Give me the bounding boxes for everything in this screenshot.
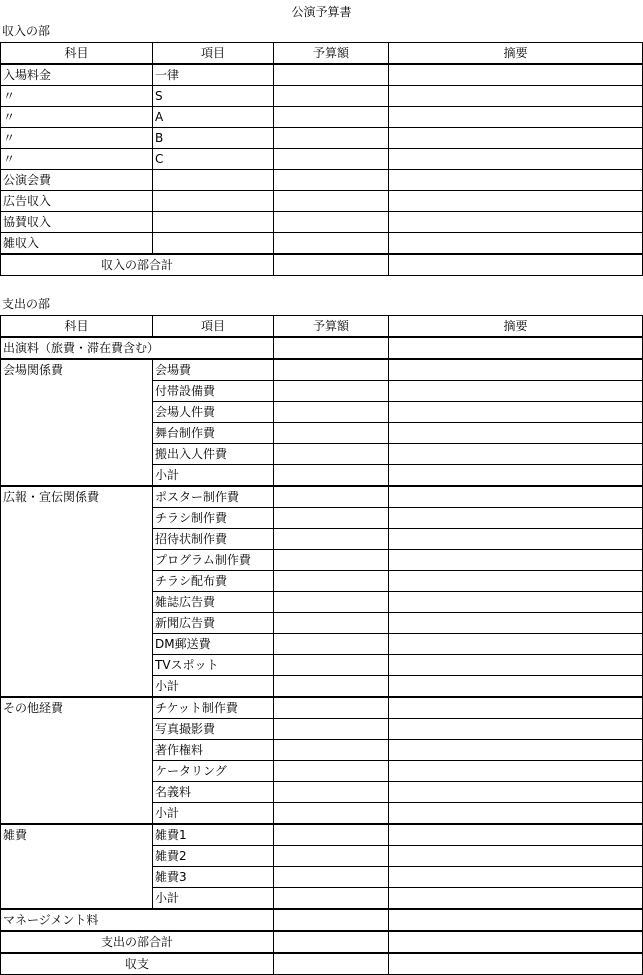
table-row xyxy=(1,337,643,359)
subject-cell: 協賛収入 xyxy=(1,212,153,233)
expense-total-budget[interactable] xyxy=(274,931,389,953)
item-cell: 著作権料 xyxy=(153,740,274,761)
item-cell: 舞台制作費 xyxy=(153,423,274,444)
table-row xyxy=(1,613,643,634)
remarks-cell[interactable] xyxy=(389,233,643,255)
budget-cell[interactable] xyxy=(274,824,389,846)
item-cell: 写真撮影費 xyxy=(153,719,274,740)
table-row xyxy=(1,676,643,698)
remarks-cell[interactable] xyxy=(389,740,643,761)
budget-cell[interactable] xyxy=(274,803,389,825)
item-cell: 会場人件費 xyxy=(153,402,274,423)
subject-cell xyxy=(1,529,153,550)
remarks-cell[interactable] xyxy=(389,803,643,825)
budget-cell[interactable] xyxy=(274,697,389,719)
budget-cell[interactable] xyxy=(274,107,389,128)
item-cell: チラシ配布費 xyxy=(153,571,274,592)
table-row xyxy=(1,64,643,86)
budget-cell[interactable] xyxy=(274,508,389,529)
table-row xyxy=(1,761,643,782)
remarks-cell[interactable] xyxy=(389,867,643,888)
income-section-label: 収入の部 xyxy=(2,24,51,38)
remarks-cell[interactable] xyxy=(389,613,643,634)
subject-cell xyxy=(1,571,153,592)
subject-cell: 広告収入 xyxy=(1,191,153,212)
item-cell: 小計 xyxy=(153,888,274,910)
table-row xyxy=(1,423,643,444)
remarks-cell[interactable] xyxy=(389,909,643,931)
subject-cell xyxy=(1,465,153,487)
remarks-cell[interactable] xyxy=(389,655,643,676)
table-row xyxy=(1,444,643,465)
remarks-cell[interactable] xyxy=(389,846,643,867)
budget-cell[interactable] xyxy=(274,381,389,402)
remarks-cell[interactable] xyxy=(389,107,643,128)
subject-cell: 公演会費 xyxy=(1,170,153,191)
table-row xyxy=(1,316,643,338)
table-row xyxy=(1,508,643,529)
balance-remarks[interactable] xyxy=(389,953,643,975)
budget-cell[interactable] xyxy=(274,337,389,359)
budget-cell[interactable] xyxy=(274,170,389,191)
budget-cell[interactable] xyxy=(274,550,389,571)
group-subject: 広報・宣伝関係費 xyxy=(1,486,153,508)
table-row xyxy=(1,867,643,888)
subject-cell xyxy=(1,613,153,634)
item-cell: 招待状制作費 xyxy=(153,529,274,550)
table-row xyxy=(1,846,643,867)
remarks-cell[interactable] xyxy=(389,465,643,487)
item-cell: 小計 xyxy=(153,803,274,825)
budget-cell[interactable] xyxy=(274,761,389,782)
table-row xyxy=(1,254,643,276)
management-fee-label: マネージメント料 xyxy=(1,909,274,931)
group-subject: その他経費 xyxy=(1,697,153,719)
table-row xyxy=(1,571,643,592)
remarks-cell[interactable] xyxy=(389,402,643,423)
expense-total-remarks[interactable] xyxy=(389,931,643,953)
item-cell: チケット制作費 xyxy=(153,697,274,719)
remarks-cell[interactable] xyxy=(389,381,643,402)
budget-cell[interactable] xyxy=(274,149,389,170)
table-row xyxy=(1,149,643,170)
header-budget: 予算額 xyxy=(274,316,389,338)
item-cell: 雑費2 xyxy=(153,846,274,867)
budget-cell[interactable] xyxy=(274,846,389,867)
table-row xyxy=(1,931,643,953)
budget-cell[interactable] xyxy=(274,676,389,698)
table-row xyxy=(1,697,643,719)
table-row xyxy=(1,212,643,233)
budget-cell[interactable] xyxy=(274,233,389,255)
subject-cell xyxy=(1,846,153,867)
item-cell: B xyxy=(153,128,274,149)
table-row xyxy=(1,128,643,149)
item-cell: 会場費 xyxy=(153,359,274,381)
budget-cell[interactable] xyxy=(274,529,389,550)
subject-cell xyxy=(1,740,153,761)
subject-cell: 〃 xyxy=(1,149,153,170)
budget-cell[interactable] xyxy=(274,782,389,803)
header-item: 項目 xyxy=(153,43,274,65)
budget-cell[interactable] xyxy=(274,423,389,444)
item-cell: 小計 xyxy=(153,676,274,698)
item-cell: DM郵送費 xyxy=(153,634,274,655)
header-subject: 科目 xyxy=(1,316,153,338)
remarks-cell[interactable] xyxy=(389,782,643,803)
subject-cell xyxy=(1,676,153,698)
table-row xyxy=(1,953,643,975)
subject-cell xyxy=(1,719,153,740)
remarks-cell[interactable] xyxy=(389,529,643,550)
item-cell: 小計 xyxy=(153,465,274,487)
budget-cell[interactable] xyxy=(274,402,389,423)
budget-cell[interactable] xyxy=(274,212,389,233)
header-remarks: 摘要 xyxy=(389,316,643,338)
item-cell xyxy=(153,233,274,255)
item-cell: ケータリング xyxy=(153,761,274,782)
balance-budget[interactable] xyxy=(274,953,389,975)
header-budget: 予算額 xyxy=(274,43,389,65)
subject-cell xyxy=(1,782,153,803)
remarks-cell[interactable] xyxy=(389,761,643,782)
remarks-cell[interactable] xyxy=(389,824,643,846)
performance-fee-label: 出演料（旅費・滞在費含む） xyxy=(1,337,274,359)
budget-cell[interactable] xyxy=(274,128,389,149)
table-row xyxy=(1,43,643,65)
budget-cell[interactable] xyxy=(274,571,389,592)
group-subject: 会場関係費 xyxy=(1,359,153,381)
item-cell: A xyxy=(153,107,274,128)
remarks-cell[interactable] xyxy=(389,719,643,740)
budget-cell[interactable] xyxy=(274,444,389,465)
income-total-budget[interactable] xyxy=(274,254,389,276)
income-table xyxy=(0,42,643,276)
table-row xyxy=(1,888,643,910)
remarks-cell[interactable] xyxy=(389,508,643,529)
item-cell: 搬出入人件費 xyxy=(153,444,274,465)
table-row xyxy=(1,740,643,761)
subject-cell xyxy=(1,550,153,571)
remarks-cell[interactable] xyxy=(389,550,643,571)
remarks-cell[interactable] xyxy=(389,444,643,465)
table-row xyxy=(1,486,643,508)
remarks-cell[interactable] xyxy=(389,64,643,86)
table-row xyxy=(1,170,643,191)
subject-cell: 〃 xyxy=(1,107,153,128)
header-subject: 科目 xyxy=(1,43,153,65)
table-row xyxy=(1,719,643,740)
budget-cell[interactable] xyxy=(274,909,389,931)
remarks-cell[interactable] xyxy=(389,676,643,698)
remarks-cell[interactable] xyxy=(389,697,643,719)
subject-cell xyxy=(1,761,153,782)
expense-section-label: 支出の部 xyxy=(2,297,51,311)
subject-cell xyxy=(1,888,153,910)
subject-cell: 〃 xyxy=(1,128,153,149)
table-row xyxy=(1,381,643,402)
table-row xyxy=(1,550,643,571)
budget-cell[interactable] xyxy=(274,64,389,86)
table-row xyxy=(1,191,643,212)
subject-cell xyxy=(1,803,153,825)
document-title: 公演予算書 xyxy=(291,5,352,19)
subject-cell xyxy=(1,508,153,529)
table-row xyxy=(1,634,643,655)
remarks-cell[interactable] xyxy=(389,592,643,613)
remarks-cell[interactable] xyxy=(389,149,643,170)
table-row xyxy=(1,655,643,676)
remarks-cell[interactable] xyxy=(389,128,643,149)
expense-table xyxy=(0,315,643,975)
item-cell xyxy=(153,170,274,191)
budget-cell[interactable] xyxy=(274,655,389,676)
subject-cell xyxy=(1,655,153,676)
remarks-cell[interactable] xyxy=(389,888,643,910)
budget-cell[interactable] xyxy=(274,486,389,508)
table-row xyxy=(1,592,643,613)
item-cell: 付帯設備費 xyxy=(153,381,274,402)
item-cell xyxy=(153,191,274,212)
table-row xyxy=(1,803,643,825)
header-remarks: 摘要 xyxy=(389,43,643,65)
budget-cell[interactable] xyxy=(274,613,389,634)
header-item: 項目 xyxy=(153,316,274,338)
subject-cell xyxy=(1,592,153,613)
item-cell: 名義料 xyxy=(153,782,274,803)
remarks-cell[interactable] xyxy=(389,212,643,233)
subject-cell xyxy=(1,634,153,655)
remarks-cell[interactable] xyxy=(389,170,643,191)
subject-cell xyxy=(1,381,153,402)
item-cell: 雑費3 xyxy=(153,867,274,888)
item-cell: チラシ制作費 xyxy=(153,508,274,529)
budget-cell[interactable] xyxy=(274,465,389,487)
table-row xyxy=(1,402,643,423)
remarks-cell[interactable] xyxy=(389,359,643,381)
table-row xyxy=(1,529,643,550)
table-row xyxy=(1,86,643,107)
item-cell: S xyxy=(153,86,274,107)
budget-cell[interactable] xyxy=(274,888,389,910)
subject-cell: 〃 xyxy=(1,86,153,107)
budget-cell[interactable] xyxy=(274,86,389,107)
remarks-cell[interactable] xyxy=(389,423,643,444)
remarks-cell[interactable] xyxy=(389,634,643,655)
remarks-cell[interactable] xyxy=(389,571,643,592)
item-cell: TVスポット xyxy=(153,655,274,676)
table-row xyxy=(1,909,643,931)
budget-cell[interactable] xyxy=(274,719,389,740)
group-subject: 雑費 xyxy=(1,824,153,846)
budget-cell[interactable] xyxy=(274,634,389,655)
item-cell: 雑費1 xyxy=(153,824,274,846)
item-cell: 雑誌広告費 xyxy=(153,592,274,613)
subject-cell xyxy=(1,423,153,444)
table-row xyxy=(1,107,643,128)
table-row xyxy=(1,824,643,846)
item-cell: 新聞広告費 xyxy=(153,613,274,634)
remarks-cell[interactable] xyxy=(389,191,643,212)
budget-cell[interactable] xyxy=(274,191,389,212)
item-cell: ポスター制作費 xyxy=(153,486,274,508)
balance-label: 収支 xyxy=(1,953,274,975)
table-row xyxy=(1,782,643,803)
subject-cell: 入場料金 xyxy=(1,64,153,86)
subject-cell xyxy=(1,867,153,888)
remarks-cell[interactable] xyxy=(389,486,643,508)
budget-cell[interactable] xyxy=(274,867,389,888)
item-cell: プログラム制作費 xyxy=(153,550,274,571)
table-row xyxy=(1,359,643,381)
income-total-label: 収入の部合計 xyxy=(1,254,274,276)
budget-cell[interactable] xyxy=(274,359,389,381)
item-cell: 一律 xyxy=(153,64,274,86)
subject-cell xyxy=(1,402,153,423)
budget-cell[interactable] xyxy=(274,592,389,613)
remarks-cell[interactable] xyxy=(389,337,643,359)
item-cell: C xyxy=(153,149,274,170)
subject-cell xyxy=(1,444,153,465)
subject-cell: 雑収入 xyxy=(1,233,153,255)
budget-cell[interactable] xyxy=(274,740,389,761)
income-total-remarks[interactable] xyxy=(389,254,643,276)
expense-total-label: 支出の部合計 xyxy=(1,931,274,953)
table-row xyxy=(1,233,643,255)
table-row xyxy=(1,465,643,487)
item-cell xyxy=(153,212,274,233)
remarks-cell[interactable] xyxy=(389,86,643,107)
